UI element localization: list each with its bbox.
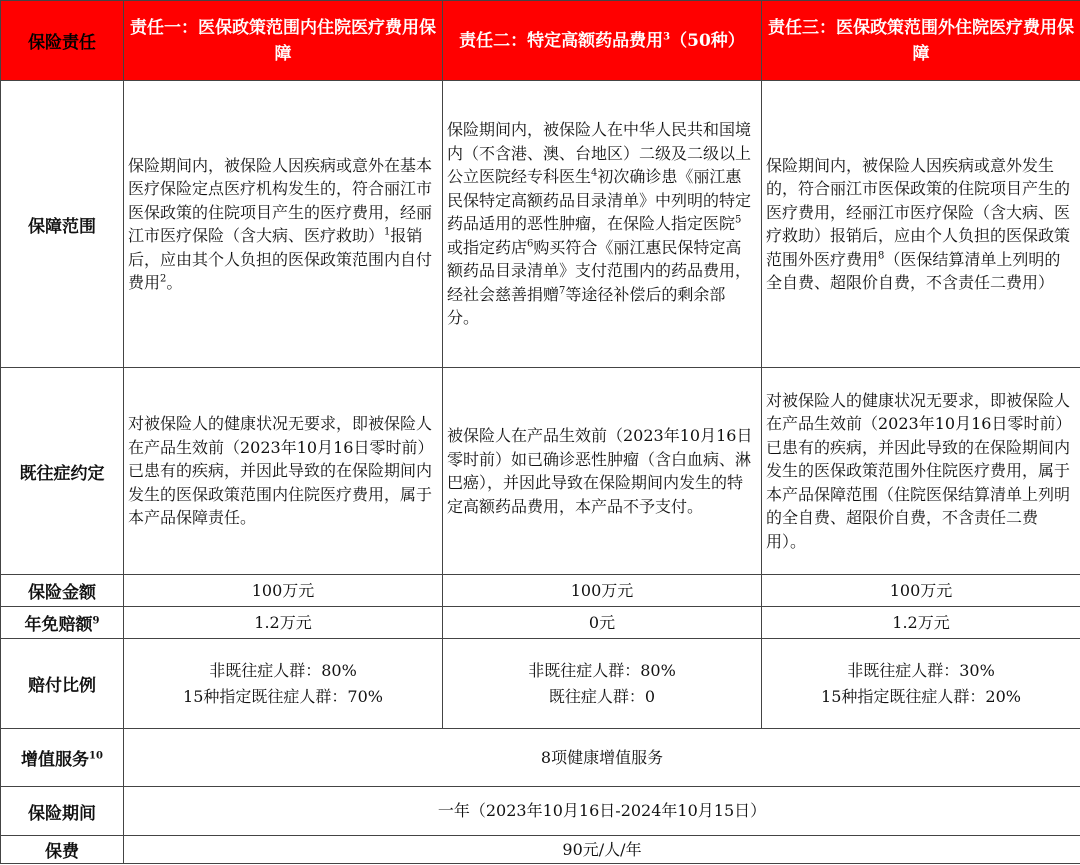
deductible-row xyxy=(1,607,1080,639)
value-added-service-label-text: 增值服务 xyxy=(21,750,90,770)
preexisting-col2: 被保险人在产品生效前（2023年10月16日零时前）如已确诊恶性肿瘤（含白血病、淋巴癌），并因此导致在保险期间内发生的特定高额药品费用，本产品不予支付。 xyxy=(443,368,762,575)
paragraph-text: 保险期间内，被保险人在中华人民共和国境内（不含港、澳、台地区）二级及二级以上公立医院经专科医生 xyxy=(447,120,752,187)
payout-ratio-col3-line1: 非既往症人群：30% xyxy=(847,660,995,680)
header-responsibility-1: 责任一：医保政策范围内住院医疗费用保障 xyxy=(124,1,443,81)
payout-ratio-label: 赔付比例 xyxy=(1,639,124,729)
paragraph-text: 保险期间内，被保险人因疾病或意外在基本医疗保险定点医疗机构发生的，符合丽江市医保政策的住院项目产生的医疗费用，经丽江市医疗保险（含大病、医疗救助） xyxy=(128,155,433,245)
payout-ratio-col1-line2: 15种指定既往症人群：70% xyxy=(183,686,383,706)
payout-ratio-col1 xyxy=(124,639,443,729)
payout-ratio-col2-line1: 非既往症人群：80% xyxy=(528,660,676,680)
coverage-scope-label: 保障范围 xyxy=(1,81,124,368)
premium-label: 保费 xyxy=(1,836,124,864)
footnote-3: 3 xyxy=(663,30,671,42)
header-responsibility-3: 责任三：医保政策范围外住院医疗费用保障 xyxy=(762,1,1080,81)
coverage-scope-col1 xyxy=(124,81,443,368)
coverage-scope-col2 xyxy=(443,81,762,368)
header-col2-text: 责任二：特定高额药品费用 xyxy=(459,30,664,51)
payout-ratio-col3 xyxy=(762,639,1080,729)
payout-ratio-col3-line2: 15种指定既往症人群：20% xyxy=(821,686,1021,706)
footnote-10: 10 xyxy=(89,750,103,762)
preexisting-row xyxy=(1,368,1080,575)
premium-value: 90元/人/年 xyxy=(124,836,1080,864)
header-row xyxy=(1,1,1080,81)
deductible-col2: 0元 xyxy=(443,607,762,639)
footnote-1: 1 xyxy=(384,226,391,238)
footnote-9: 9 xyxy=(92,615,100,627)
header-row-label: 保险责任 xyxy=(1,1,124,81)
paragraph-text: 初次确诊患《丽江惠民保特定高额药品目录清单》中列明的特定药品适用的恶性肿瘤，在保险人指定医院 xyxy=(447,167,752,234)
footnote-2: 2 xyxy=(160,273,167,285)
paragraph-text: 保险期间内，被保险人因疾病或意外发生的，符合丽江市医保政策的住院项目产生的医疗费用，经丽江市医疗保险（含大病、医疗救助）报销后，应由个人负担的医保政策范围外医疗费用 xyxy=(766,155,1071,269)
sum-insured-row xyxy=(1,575,1080,607)
value-added-service-value: 8项健康增值服务 xyxy=(124,729,1080,787)
header-responsibility-2 xyxy=(443,1,762,81)
sum-insured-col3: 100万元 xyxy=(762,575,1080,607)
preexisting-col3: 对被保险人的健康状况无要求，即被保险人在产品生效前（2023年10月16日零时前）已患有的疾病，并因此导致的在保险期间内发生的医保政策范围外住院医疗费用，属于本产品保障范围（住院医保结算清单上列明的全自费、超限价自费，不含责任二费用）。 xyxy=(762,368,1080,575)
header-col2-tail: （50种） xyxy=(670,30,745,51)
value-added-service-label xyxy=(1,729,124,787)
coverage-scope-col3 xyxy=(762,81,1080,368)
footnote-6: 6 xyxy=(527,238,534,250)
deductible-label-text: 年免赔额 xyxy=(24,615,93,635)
deductible-col3: 1.2万元 xyxy=(762,607,1080,639)
paragraph-text: 或指定药店 xyxy=(447,237,528,257)
payout-ratio-row xyxy=(1,639,1080,729)
sum-insured-col2: 100万元 xyxy=(443,575,762,607)
value-added-service-row xyxy=(1,729,1080,787)
payout-ratio-col1-line1: 非既往症人群：80% xyxy=(209,660,357,680)
sum-insured-label: 保险金额 xyxy=(1,575,124,607)
insurance-period-value: 一年（2023年10月16日-2024年10月15日） xyxy=(124,787,1080,836)
premium-row xyxy=(1,836,1080,864)
footnote-4: 4 xyxy=(591,167,598,179)
footnote-5: 5 xyxy=(735,214,742,226)
coverage-scope-row xyxy=(1,81,1080,368)
paragraph-text: （医保结算清单上列明的全自费、超限价自费，不含责任二费用） xyxy=(766,249,1061,292)
sum-insured-col1: 100万元 xyxy=(124,575,443,607)
payout-ratio-col2-line2: 既往症人群：0 xyxy=(548,686,656,706)
footnote-8: 8 xyxy=(878,250,885,262)
preexisting-col1: 对被保险人的健康状况无要求，即被保险人在产品生效前（2023年10月16日零时前）已患有的疾病，并因此导致的在保险期间内发生的医保政策范围内住院医疗费用，属于本产品保障责任。 xyxy=(124,368,443,575)
insurance-period-row xyxy=(1,787,1080,836)
payout-ratio-col2 xyxy=(443,639,762,729)
deductible-col1: 1.2万元 xyxy=(124,607,443,639)
paragraph-text: 。 xyxy=(166,273,183,292)
deductible-label xyxy=(1,607,124,639)
insurance-period-label: 保险期间 xyxy=(1,787,124,836)
paragraph-text: 报销后，应由其个人负担的医保政策范围内自付费用 xyxy=(128,226,433,292)
paragraph-text: 等途径补偿后的剩余部分。 xyxy=(447,284,726,328)
paragraph-text: 购买符合《丽江惠民保特定高额药品目录清单》支付范围内的药品费用，经社会慈善捐赠 xyxy=(447,237,752,304)
footnote-7: 7 xyxy=(559,285,566,297)
preexisting-label: 既往症约定 xyxy=(1,368,124,575)
